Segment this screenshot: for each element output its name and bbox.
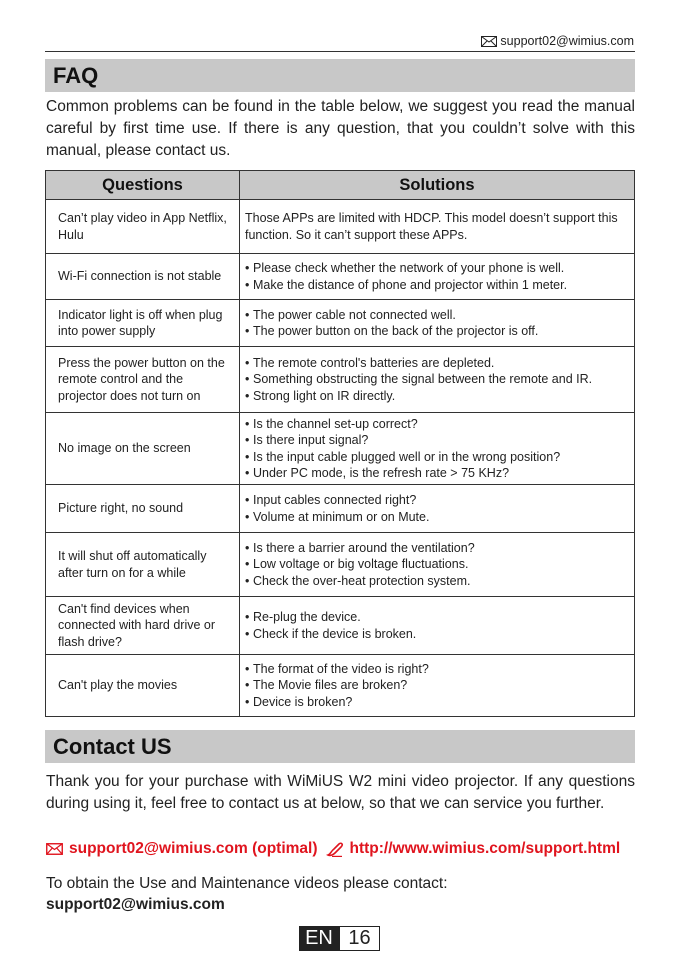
support-email-link[interactable]: support02@wimius.com (optimal): [69, 840, 318, 857]
table-row: [46, 413, 635, 485]
contact-links: [46, 840, 636, 858]
solution-item: • Check the over-heat protection system.: [245, 573, 628, 590]
solution-item: • Something obstructing the signal between the remote and IR.: [245, 371, 628, 388]
table-row: [46, 200, 635, 254]
page-number-badge: [299, 926, 380, 951]
page-number: 16: [339, 926, 380, 951]
solution-item: • Re-plug the device.: [245, 609, 628, 626]
solution-item: • The format of the video is right?: [245, 661, 628, 678]
support-url-link[interactable]: http://www.wimius.com/support.html: [349, 840, 621, 857]
solution-item: • Please check whether the network of your phone is well.: [245, 260, 628, 277]
solution-item: • Make the distance of phone and projector within 1 meter.: [245, 277, 628, 294]
question-cell: No image on the screen: [46, 413, 240, 485]
solutions-header: Solutions: [240, 171, 635, 200]
solution-item: • The remote control's batteries are depleted.: [245, 355, 628, 372]
solution-item: • Under PC mode, is the refresh rate > 75 KHz?: [245, 465, 628, 482]
questions-header: Questions: [46, 171, 240, 200]
faq-heading: FAQ: [45, 59, 635, 92]
envelope-icon: [481, 36, 497, 47]
solution-item: • Is there a barrier around the ventilation?: [245, 540, 628, 557]
header-email: [481, 34, 634, 48]
question-cell: Can’t play video in App Netflix, Hulu: [46, 200, 240, 254]
solution-cell: [240, 655, 635, 717]
solution-item: • Check if the device is broken.: [245, 626, 628, 643]
solution-item: • Volume at minimum or on Mute.: [245, 509, 628, 526]
table-row: [46, 300, 635, 347]
solution-item: • The power cable not connected well.: [245, 307, 628, 324]
solution-cell: [240, 485, 635, 533]
table-row: [46, 347, 635, 413]
link-icon: [326, 841, 344, 857]
solution-item: • Is the channel set-up correct?: [245, 416, 628, 433]
faq-table: [45, 170, 635, 717]
solution-item: • Is the input cable plugged well or in the wrong position?: [245, 449, 628, 466]
question-cell: Indicator light is off when plug into power supply: [46, 300, 240, 347]
solution-cell: [240, 300, 635, 347]
solution-cell: [240, 347, 635, 413]
solution-cell: [240, 200, 635, 254]
solution-cell: [240, 597, 635, 655]
faq-table-header: [46, 171, 635, 200]
question-cell: Wi-Fi connection is not stable: [46, 254, 240, 300]
envelope-icon: [46, 843, 63, 855]
solution-item: • Input cables connected right?: [245, 492, 628, 509]
solution-cell: [240, 413, 635, 485]
table-row: [46, 533, 635, 597]
question-cell: It will shut off automatically after turn on for a while: [46, 533, 240, 597]
obtain-email: support02@wimius.com: [46, 896, 225, 913]
question-cell: Can't find devices when connected with hard drive or flash drive?: [46, 597, 240, 655]
solution-cell: [240, 533, 635, 597]
header-divider: [45, 51, 635, 52]
question-cell: Press the power button on the remote control and the projector does not turn on: [46, 347, 240, 413]
table-row: [46, 597, 635, 655]
header-email-text: support02@wimius.com: [500, 34, 634, 48]
table-row: [46, 655, 635, 717]
solution-item: • Strong light on IR directly.: [245, 388, 628, 405]
table-row: [46, 485, 635, 533]
obtain-text: To obtain the Use and Maintenance videos please contact:: [46, 875, 448, 892]
table-row: [46, 254, 635, 300]
faq-intro: Common problems can be found in the table below, we suggest you read the manual careful by first time use. If there is any question, that you couldn’t solve with this manual, please contact us.: [46, 98, 635, 159]
contact-thanks: Thank you for your purchase with WiMiUS W2 mini video projector. If any questions during using it, feel free to contact us at below, so that we can service you further.: [46, 773, 635, 812]
solution-item: • Device is broken?: [245, 694, 628, 711]
solution-item: • The power button on the back of the projector is off.: [245, 323, 628, 340]
question-cell: Picture right, no sound: [46, 485, 240, 533]
contact-heading: Contact US: [45, 730, 635, 763]
solution-item: • Is there input signal?: [245, 432, 628, 449]
solution-text: Those APPs are limited with HDCP. This model doesn’t support this function. So it can’t support these APPs.: [245, 211, 618, 242]
solution-item: • Low voltage or big voltage fluctuations.: [245, 556, 628, 573]
solution-item: • The Movie files are broken?: [245, 677, 628, 694]
solution-cell: [240, 254, 635, 300]
language-label: EN: [299, 926, 339, 951]
question-cell: Can't play the movies: [46, 655, 240, 717]
